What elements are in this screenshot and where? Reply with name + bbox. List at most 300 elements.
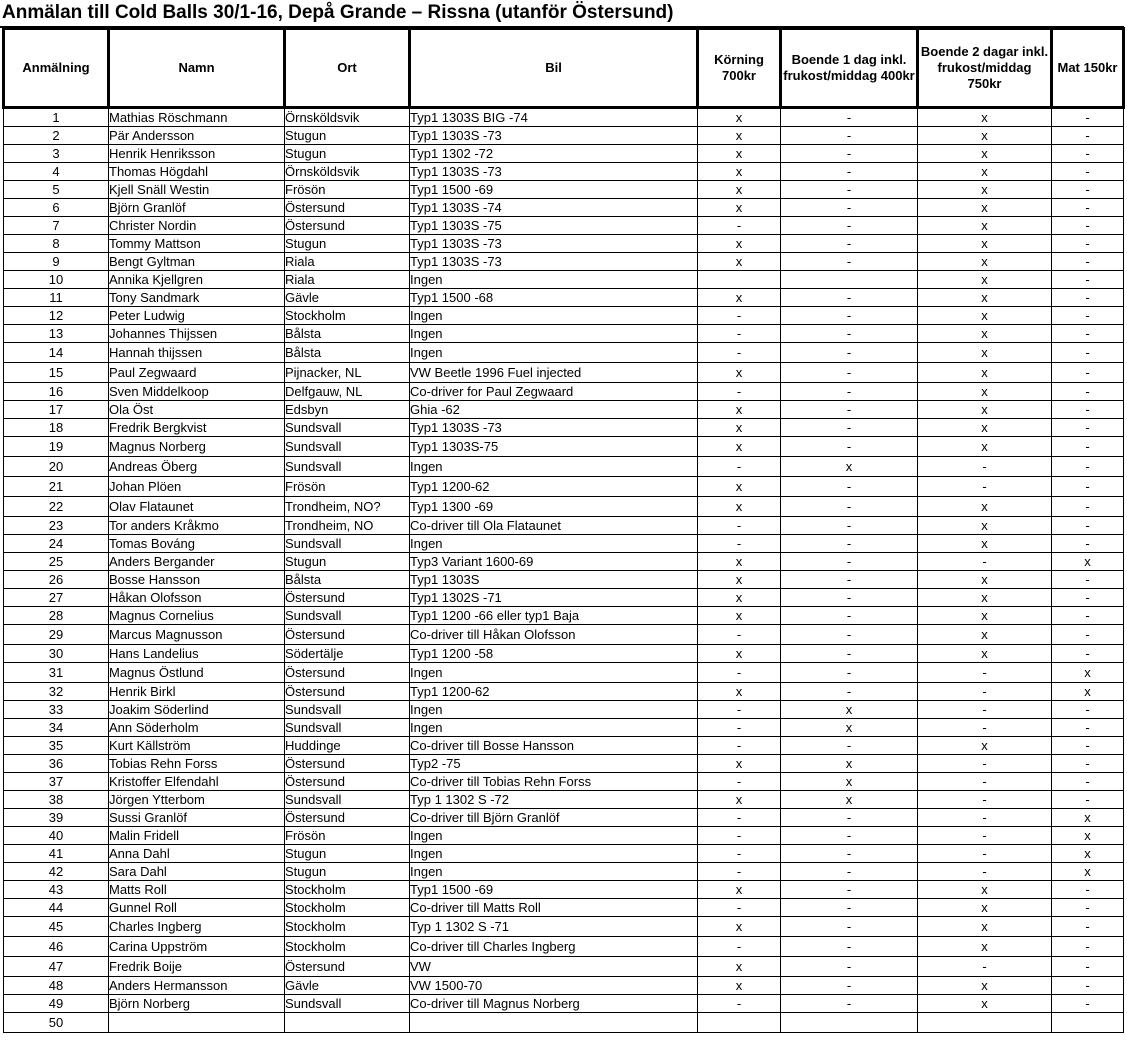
cell-boende1[interactable]: - (781, 995, 918, 1013)
cell-ort[interactable]: Bålsta (285, 343, 410, 363)
cell-bil[interactable]: Typ1 1300 -69 (410, 497, 698, 517)
cell-ort[interactable]: Huddinge (285, 737, 410, 755)
cell-anmalning[interactable]: 1 (4, 108, 109, 127)
cell-boende2[interactable]: x (918, 343, 1052, 363)
cell-korning[interactable]: - (698, 325, 781, 343)
cell-ort[interactable]: Östersund (285, 663, 410, 683)
cell-mat[interactable]: - (1052, 773, 1124, 791)
cell-mat[interactable]: x (1052, 553, 1124, 571)
cell-mat[interactable]: - (1052, 607, 1124, 625)
cell-bil[interactable]: Typ1 1200 -58 (410, 645, 698, 663)
cell-ort[interactable]: Stugun (285, 127, 410, 145)
cell-mat[interactable]: - (1052, 899, 1124, 917)
cell-boende2[interactable]: x (918, 899, 1052, 917)
cell-korning[interactable]: x (698, 127, 781, 145)
cell-ort[interactable]: Sundsvall (285, 791, 410, 809)
cell-boende2[interactable]: x (918, 289, 1052, 307)
cell-ort[interactable]: Östersund (285, 217, 410, 235)
cell-anmalning[interactable]: 19 (4, 437, 109, 457)
cell-anmalning[interactable]: 10 (4, 271, 109, 289)
cell-bil[interactable]: Typ1 1303S BIG -74 (410, 108, 698, 127)
cell-bil[interactable]: Typ1 1303S -73 (410, 253, 698, 271)
cell-bil[interactable]: Typ 1 1302 S -72 (410, 791, 698, 809)
cell-boende1[interactable]: - (781, 737, 918, 755)
cell-ort[interactable]: Trondheim, NO (285, 517, 410, 535)
cell-boende2[interactable]: x (918, 571, 1052, 589)
cell-namn[interactable]: Henrik Henriksson (109, 145, 285, 163)
cell-mat[interactable]: x (1052, 683, 1124, 701)
header-mat[interactable]: Mat 150kr (1052, 29, 1124, 108)
cell-korning[interactable]: x (698, 199, 781, 217)
cell-boende2[interactable] (918, 1013, 1052, 1033)
cell-namn[interactable]: Tony Sandmark (109, 289, 285, 307)
cell-bil[interactable]: Ingen (410, 845, 698, 863)
header-ort[interactable]: Ort (285, 29, 410, 108)
cell-bil[interactable]: Ghia -62 (410, 401, 698, 419)
cell-boende1[interactable] (781, 1013, 918, 1033)
cell-bil[interactable]: Typ1 1303S -73 (410, 163, 698, 181)
cell-anmalning[interactable]: 22 (4, 497, 109, 517)
cell-namn[interactable]: Bosse Hansson (109, 571, 285, 589)
cell-anmalning[interactable]: 26 (4, 571, 109, 589)
cell-boende1[interactable]: - (781, 535, 918, 553)
cell-namn[interactable]: Thomas Högdahl (109, 163, 285, 181)
cell-ort[interactable]: Trondheim, NO? (285, 497, 410, 517)
cell-mat[interactable]: x (1052, 863, 1124, 881)
cell-bil[interactable]: Co-driver till Bosse Hansson (410, 737, 698, 755)
header-namn[interactable]: Namn (109, 29, 285, 108)
cell-boende2[interactable]: - (918, 957, 1052, 977)
cell-ort[interactable]: Sundsvall (285, 535, 410, 553)
cell-anmalning[interactable]: 29 (4, 625, 109, 645)
cell-anmalning[interactable]: 50 (4, 1013, 109, 1033)
cell-korning[interactable] (698, 271, 781, 289)
cell-mat[interactable]: - (1052, 325, 1124, 343)
cell-bil[interactable]: VW Beetle 1996 Fuel injected (410, 363, 698, 383)
cell-korning[interactable]: x (698, 917, 781, 937)
cell-korning[interactable]: x (698, 437, 781, 457)
cell-boende1[interactable]: - (781, 937, 918, 957)
cell-anmalning[interactable]: 36 (4, 755, 109, 773)
cell-boende1[interactable]: - (781, 307, 918, 325)
cell-namn[interactable]: Matts Roll (109, 881, 285, 899)
cell-mat[interactable]: - (1052, 253, 1124, 271)
cell-boende1[interactable]: - (781, 127, 918, 145)
cell-anmalning[interactable]: 41 (4, 845, 109, 863)
cell-ort[interactable]: Östersund (285, 199, 410, 217)
cell-boende2[interactable]: - (918, 809, 1052, 827)
cell-mat[interactable]: - (1052, 995, 1124, 1013)
cell-mat[interactable]: - (1052, 217, 1124, 235)
cell-boende2[interactable]: x (918, 199, 1052, 217)
cell-boende1[interactable]: - (781, 235, 918, 253)
cell-mat[interactable]: - (1052, 307, 1124, 325)
cell-anmalning[interactable]: 6 (4, 199, 109, 217)
cell-korning[interactable]: x (698, 289, 781, 307)
cell-korning[interactable]: x (698, 253, 781, 271)
cell-bil[interactable]: Typ2 -75 (410, 755, 698, 773)
cell-mat[interactable]: - (1052, 755, 1124, 773)
header-anmalning[interactable]: Anmälning (4, 29, 109, 108)
cell-anmalning[interactable]: 39 (4, 809, 109, 827)
cell-bil[interactable] (410, 1013, 698, 1033)
cell-bil[interactable]: Typ 1 1302 S -71 (410, 917, 698, 937)
cell-korning[interactable]: - (698, 809, 781, 827)
cell-bil[interactable]: Co-driver till Charles Ingberg (410, 937, 698, 957)
cell-boende1[interactable]: - (781, 663, 918, 683)
cell-boende1[interactable]: - (781, 899, 918, 917)
cell-boende2[interactable]: x (918, 625, 1052, 645)
cell-bil[interactable]: Ingen (410, 307, 698, 325)
cell-ort[interactable]: Örnsköldsvik (285, 163, 410, 181)
cell-mat[interactable]: - (1052, 917, 1124, 937)
cell-mat[interactable]: - (1052, 163, 1124, 181)
cell-mat[interactable]: x (1052, 845, 1124, 863)
cell-anmalning[interactable]: 8 (4, 235, 109, 253)
cell-ort[interactable]: Frösön (285, 181, 410, 199)
cell-boende1[interactable]: - (781, 477, 918, 497)
cell-mat[interactable]: - (1052, 343, 1124, 363)
cell-anmalning[interactable]: 49 (4, 995, 109, 1013)
cell-korning[interactable]: - (698, 307, 781, 325)
cell-boende2[interactable]: x (918, 217, 1052, 235)
cell-boende1[interactable] (781, 271, 918, 289)
cell-boende2[interactable]: x (918, 497, 1052, 517)
cell-namn[interactable]: Ann Söderholm (109, 719, 285, 737)
cell-namn[interactable]: Fredrik Bergkvist (109, 419, 285, 437)
cell-korning[interactable]: x (698, 571, 781, 589)
cell-namn[interactable]: Sara Dahl (109, 863, 285, 881)
cell-mat[interactable]: - (1052, 108, 1124, 127)
cell-anmalning[interactable]: 16 (4, 383, 109, 401)
cell-boende1[interactable]: x (781, 773, 918, 791)
cell-namn[interactable]: Pär Andersson (109, 127, 285, 145)
cell-korning[interactable]: - (698, 937, 781, 957)
cell-boende1[interactable]: x (781, 457, 918, 477)
cell-namn[interactable]: Gunnel Roll (109, 899, 285, 917)
cell-anmalning[interactable]: 42 (4, 863, 109, 881)
cell-korning[interactable]: x (698, 497, 781, 517)
cell-anmalning[interactable]: 38 (4, 791, 109, 809)
cell-boende1[interactable]: - (781, 383, 918, 401)
cell-anmalning[interactable]: 45 (4, 917, 109, 937)
cell-bil[interactable]: Typ1 1303S-75 (410, 437, 698, 457)
cell-boende1[interactable]: - (781, 607, 918, 625)
cell-bil[interactable]: Typ1 1500 -69 (410, 881, 698, 899)
cell-boende2[interactable]: x (918, 163, 1052, 181)
cell-ort[interactable]: Sundsvall (285, 419, 410, 437)
cell-anmalning[interactable]: 17 (4, 401, 109, 419)
cell-anmalning[interactable]: 18 (4, 419, 109, 437)
cell-anmalning[interactable]: 24 (4, 535, 109, 553)
cell-anmalning[interactable]: 47 (4, 957, 109, 977)
cell-boende2[interactable]: x (918, 253, 1052, 271)
cell-anmalning[interactable]: 3 (4, 145, 109, 163)
cell-anmalning[interactable]: 12 (4, 307, 109, 325)
cell-mat[interactable]: - (1052, 645, 1124, 663)
cell-boende1[interactable]: - (781, 625, 918, 645)
cell-boende2[interactable]: - (918, 845, 1052, 863)
cell-korning[interactable]: - (698, 737, 781, 755)
cell-ort[interactable]: Bålsta (285, 325, 410, 343)
cell-korning[interactable]: - (698, 217, 781, 235)
cell-boende1[interactable]: - (781, 863, 918, 881)
cell-ort[interactable]: Pijnacker, NL (285, 363, 410, 383)
cell-boende1[interactable]: - (781, 977, 918, 995)
cell-namn[interactable]: Håkan Olofsson (109, 589, 285, 607)
cell-bil[interactable]: Typ1 1302 -72 (410, 145, 698, 163)
cell-namn[interactable]: Hans Landelius (109, 645, 285, 663)
cell-korning[interactable]: - (698, 383, 781, 401)
cell-anmalning[interactable]: 25 (4, 553, 109, 571)
cell-boende1[interactable]: - (781, 827, 918, 845)
cell-ort[interactable]: Stockholm (285, 917, 410, 937)
cell-korning[interactable]: - (698, 995, 781, 1013)
cell-mat[interactable] (1052, 1013, 1124, 1033)
cell-namn[interactable]: Sussi Granlöf (109, 809, 285, 827)
cell-boende2[interactable]: x (918, 535, 1052, 553)
cell-boende1[interactable]: - (781, 325, 918, 343)
cell-korning[interactable]: - (698, 343, 781, 363)
cell-namn[interactable]: Kjell Snäll Westin (109, 181, 285, 199)
cell-boende1[interactable]: x (781, 791, 918, 809)
cell-ort[interactable]: Bålsta (285, 571, 410, 589)
cell-korning[interactable]: x (698, 881, 781, 899)
cell-anmalning[interactable]: 30 (4, 645, 109, 663)
cell-boende1[interactable]: - (781, 145, 918, 163)
cell-korning[interactable]: x (698, 957, 781, 977)
cell-anmalning[interactable]: 44 (4, 899, 109, 917)
cell-namn[interactable]: Ola Öst (109, 401, 285, 419)
cell-korning[interactable]: - (698, 899, 781, 917)
cell-mat[interactable]: - (1052, 791, 1124, 809)
cell-ort[interactable]: Sundsvall (285, 719, 410, 737)
cell-korning[interactable]: x (698, 477, 781, 497)
cell-bil[interactable]: Ingen (410, 663, 698, 683)
cell-boende1[interactable]: - (781, 809, 918, 827)
cell-ort[interactable]: Sundsvall (285, 701, 410, 719)
header-bil[interactable]: Bil (410, 29, 698, 108)
cell-boende1[interactable]: - (781, 571, 918, 589)
cell-bil[interactable]: Co-driver till Ola Flataunet (410, 517, 698, 535)
cell-bil[interactable]: Co-driver till Tobias Rehn Forss (410, 773, 698, 791)
cell-namn[interactable]: Carina Uppström (109, 937, 285, 957)
cell-anmalning[interactable]: 43 (4, 881, 109, 899)
cell-boende2[interactable]: x (918, 881, 1052, 899)
cell-mat[interactable]: - (1052, 127, 1124, 145)
cell-ort[interactable]: Stockholm (285, 881, 410, 899)
cell-ort[interactable]: Riala (285, 271, 410, 289)
cell-korning[interactable]: - (698, 863, 781, 881)
cell-namn[interactable]: Anders Hermansson (109, 977, 285, 995)
cell-anmalning[interactable]: 27 (4, 589, 109, 607)
cell-mat[interactable]: x (1052, 809, 1124, 827)
cell-mat[interactable]: - (1052, 235, 1124, 253)
cell-anmalning[interactable]: 28 (4, 607, 109, 625)
cell-namn[interactable]: Hannah thijssen (109, 343, 285, 363)
cell-bil[interactable]: Typ1 1303S (410, 571, 698, 589)
cell-bil[interactable]: Co-driver for Paul Zegwaard (410, 383, 698, 401)
cell-boende2[interactable]: x (918, 363, 1052, 383)
cell-namn[interactable]: Olav Flataunet (109, 497, 285, 517)
cell-bil[interactable]: Typ1 1500 -68 (410, 289, 698, 307)
cell-boende2[interactable]: x (918, 235, 1052, 253)
cell-korning[interactable]: x (698, 589, 781, 607)
cell-mat[interactable]: - (1052, 181, 1124, 199)
cell-ort[interactable]: Delfgauw, NL (285, 383, 410, 401)
cell-anmalning[interactable]: 31 (4, 663, 109, 683)
cell-namn[interactable]: Kristoffer Elfendahl (109, 773, 285, 791)
cell-ort[interactable]: Stockholm (285, 899, 410, 917)
cell-boende1[interactable]: - (781, 217, 918, 235)
cell-ort[interactable]: Stugun (285, 845, 410, 863)
cell-boende1[interactable]: - (781, 845, 918, 863)
cell-namn[interactable]: Tor anders Kråkmo (109, 517, 285, 535)
cell-korning[interactable]: x (698, 791, 781, 809)
cell-namn[interactable]: Annika Kjellgren (109, 271, 285, 289)
cell-mat[interactable]: - (1052, 977, 1124, 995)
cell-bil[interactable]: VW (410, 957, 698, 977)
cell-bil[interactable]: Co-driver till Matts Roll (410, 899, 698, 917)
cell-bil[interactable]: Typ1 1200 -66 eller typ1 Baja (410, 607, 698, 625)
cell-namn[interactable]: Charles Ingberg (109, 917, 285, 937)
cell-korning[interactable]: - (698, 773, 781, 791)
cell-boende2[interactable]: x (918, 737, 1052, 755)
cell-bil[interactable]: Typ1 1200-62 (410, 683, 698, 701)
cell-mat[interactable]: - (1052, 289, 1124, 307)
cell-ort[interactable]: Östersund (285, 683, 410, 701)
cell-boende2[interactable]: - (918, 701, 1052, 719)
cell-korning[interactable]: x (698, 977, 781, 995)
cell-anmalning[interactable]: 40 (4, 827, 109, 845)
cell-namn[interactable]: Jörgen Ytterbom (109, 791, 285, 809)
cell-namn[interactable]: Mathias Röschmann (109, 108, 285, 127)
cell-mat[interactable]: - (1052, 589, 1124, 607)
cell-korning[interactable]: - (698, 517, 781, 535)
cell-boende1[interactable]: x (781, 701, 918, 719)
cell-mat[interactable]: - (1052, 477, 1124, 497)
cell-namn[interactable]: Magnus Cornelius (109, 607, 285, 625)
cell-bil[interactable]: Ingen (410, 457, 698, 477)
cell-mat[interactable]: - (1052, 383, 1124, 401)
cell-ort[interactable]: Södertälje (285, 645, 410, 663)
header-boende2[interactable]: Boende 2 dagar inkl. frukost/middag 750kr (918, 29, 1052, 108)
cell-namn[interactable]: Fredrik Boije (109, 957, 285, 977)
cell-namn[interactable] (109, 1013, 285, 1033)
cell-boende2[interactable]: x (918, 325, 1052, 343)
cell-boende1[interactable]: - (781, 163, 918, 181)
cell-namn[interactable]: Anna Dahl (109, 845, 285, 863)
cell-boende2[interactable]: - (918, 719, 1052, 737)
cell-korning[interactable]: - (698, 827, 781, 845)
cell-bil[interactable]: Typ3 Variant 1600-69 (410, 553, 698, 571)
cell-bil[interactable]: Ingen (410, 863, 698, 881)
cell-mat[interactable]: - (1052, 419, 1124, 437)
cell-korning[interactable]: - (698, 845, 781, 863)
cell-anmalning[interactable]: 21 (4, 477, 109, 497)
cell-ort[interactable]: Stugun (285, 235, 410, 253)
cell-anmalning[interactable]: 33 (4, 701, 109, 719)
cell-boende2[interactable]: - (918, 457, 1052, 477)
cell-boende1[interactable]: - (781, 881, 918, 899)
cell-ort[interactable]: Stockholm (285, 307, 410, 325)
cell-mat[interactable]: x (1052, 827, 1124, 845)
cell-namn[interactable]: Henrik Birkl (109, 683, 285, 701)
cell-korning[interactable]: - (698, 535, 781, 553)
cell-boende1[interactable]: - (781, 343, 918, 363)
header-boende1[interactable]: Boende 1 dag inkl. frukost/middag 400kr (781, 29, 918, 108)
cell-anmalning[interactable]: 13 (4, 325, 109, 343)
cell-ort[interactable]: Frösön (285, 477, 410, 497)
cell-namn[interactable]: Tomas Bováng (109, 535, 285, 553)
cell-bil[interactable]: Ingen (410, 343, 698, 363)
cell-boende2[interactable]: x (918, 589, 1052, 607)
cell-boende1[interactable]: - (781, 517, 918, 535)
cell-anmalning[interactable]: 11 (4, 289, 109, 307)
cell-namn[interactable]: Magnus Östlund (109, 663, 285, 683)
cell-ort[interactable]: Örnsköldsvik (285, 108, 410, 127)
cell-namn[interactable]: Johan Plöen (109, 477, 285, 497)
cell-boende1[interactable]: - (781, 108, 918, 127)
cell-bil[interactable]: Typ1 1303S -73 (410, 127, 698, 145)
cell-boende2[interactable]: - (918, 863, 1052, 881)
cell-boende2[interactable]: - (918, 755, 1052, 773)
cell-mat[interactable]: - (1052, 401, 1124, 419)
cell-mat[interactable]: - (1052, 145, 1124, 163)
cell-mat[interactable]: - (1052, 701, 1124, 719)
cell-ort[interactable]: Östersund (285, 625, 410, 645)
cell-mat[interactable]: - (1052, 517, 1124, 535)
cell-boende2[interactable]: - (918, 791, 1052, 809)
cell-namn[interactable]: Christer Nordin (109, 217, 285, 235)
cell-ort[interactable]: Stugun (285, 145, 410, 163)
cell-namn[interactable]: Magnus Norberg (109, 437, 285, 457)
cell-boende1[interactable]: - (781, 553, 918, 571)
cell-boende2[interactable]: - (918, 827, 1052, 845)
cell-ort[interactable]: Östersund (285, 773, 410, 791)
cell-boende2[interactable]: - (918, 683, 1052, 701)
cell-namn[interactable]: Björn Norberg (109, 995, 285, 1013)
cell-korning[interactable]: x (698, 163, 781, 181)
cell-boende2[interactable]: x (918, 181, 1052, 199)
cell-namn[interactable]: Tobias Rehn Forss (109, 755, 285, 773)
cell-ort[interactable]: Frösön (285, 827, 410, 845)
cell-boende2[interactable]: x (918, 271, 1052, 289)
cell-korning[interactable]: x (698, 401, 781, 419)
cell-anmalning[interactable]: 46 (4, 937, 109, 957)
cell-anmalning[interactable]: 35 (4, 737, 109, 755)
cell-anmalning[interactable]: 7 (4, 217, 109, 235)
cell-korning[interactable]: - (698, 719, 781, 737)
cell-namn[interactable]: Tommy Mattson (109, 235, 285, 253)
cell-boende2[interactable]: x (918, 307, 1052, 325)
cell-boende1[interactable]: - (781, 645, 918, 663)
cell-ort[interactable]: Sundsvall (285, 457, 410, 477)
cell-mat[interactable]: - (1052, 571, 1124, 589)
cell-mat[interactable]: - (1052, 737, 1124, 755)
cell-korning[interactable]: - (698, 663, 781, 683)
cell-mat[interactable]: - (1052, 363, 1124, 383)
cell-ort[interactable]: Stockholm (285, 937, 410, 957)
cell-boende2[interactable]: x (918, 977, 1052, 995)
cell-ort[interactable]: Sundsvall (285, 995, 410, 1013)
cell-anmalning[interactable]: 5 (4, 181, 109, 199)
cell-ort[interactable] (285, 1013, 410, 1033)
cell-anmalning[interactable]: 4 (4, 163, 109, 181)
cell-boende1[interactable]: - (781, 199, 918, 217)
cell-boende2[interactable]: - (918, 773, 1052, 791)
cell-namn[interactable]: Johannes Thijssen (109, 325, 285, 343)
